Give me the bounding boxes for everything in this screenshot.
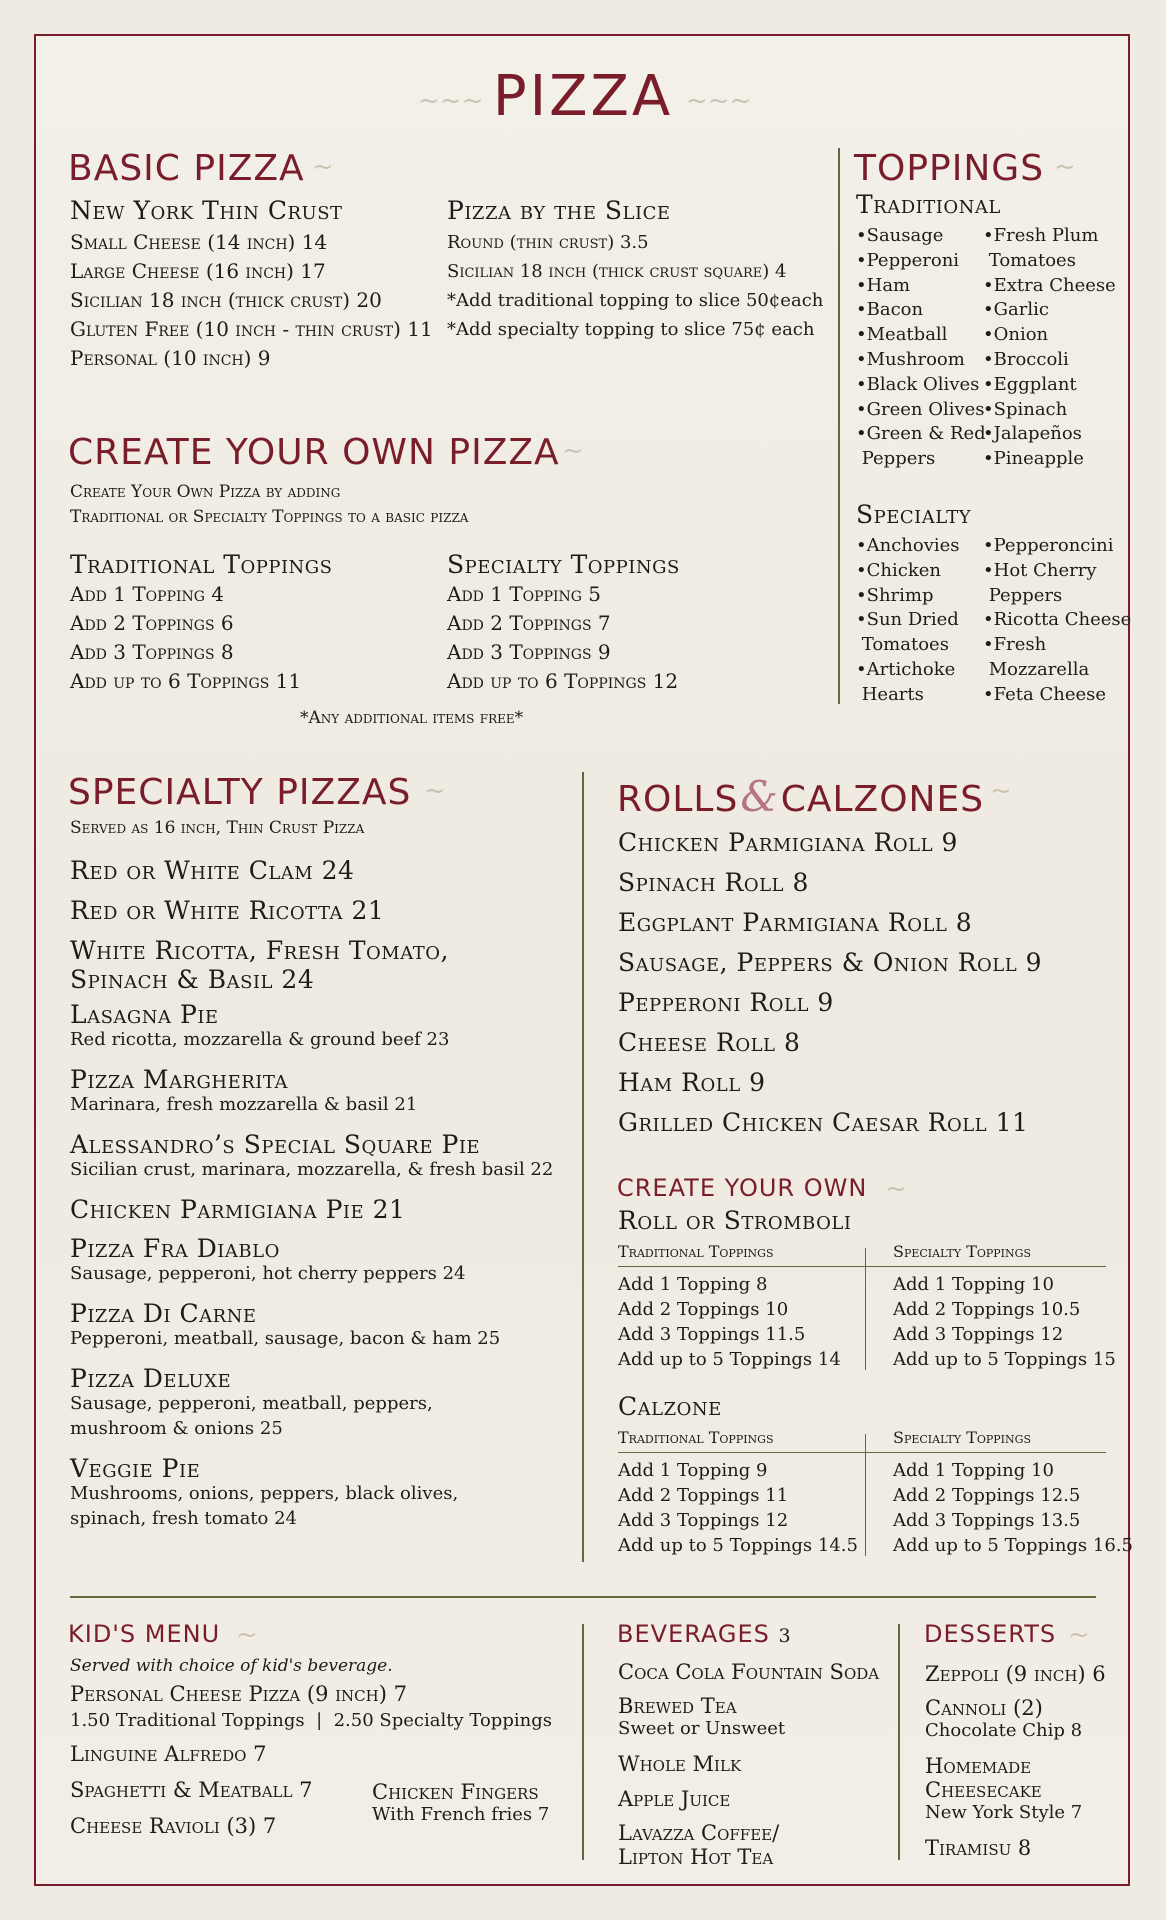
calzone-spec-list (893, 1458, 1133, 1558)
topping-item: Tomatoes (983, 249, 1076, 271)
menu-item: Add up to 6 Toppings 12 (447, 669, 679, 693)
topping-item: •Green Olives (856, 398, 985, 420)
topping-item: •Black Olives (856, 373, 980, 395)
kids-item: Personal Cheese Pizza (9 inch) 7 (70, 1682, 407, 1706)
pizza-desc: mushroom & onions 25 (70, 1418, 283, 1439)
beverage-item: Apple Juice (618, 1787, 731, 1811)
roll-item: Grilled Chicken Caesar Roll 11 (618, 1108, 1029, 1137)
roll-trad-list (618, 1272, 841, 1372)
column-divider (898, 1624, 900, 1860)
calzone-spec-label: Specialty Toppings (893, 1428, 1031, 1447)
pizza-desc: Marinara, fresh mozzarella & basil 21 (70, 1094, 418, 1115)
pizza-desc: Sicilian crust, marinara, mozzarella, & fresh basil 22 (70, 1159, 554, 1180)
menu-item: Gluten Free (10 inch - thin crust) 11 (70, 317, 433, 341)
price-item: Add 1 Topping 10 (893, 1274, 1054, 1295)
flourish-ornament: ~~~ (686, 86, 752, 116)
pizza-name: Red or White Ricotta 21 (70, 896, 385, 925)
pizza-desc: Red ricotta, mozzarella & ground beef 23 (70, 1029, 450, 1050)
topping-item: Peppers (856, 448, 936, 470)
menu-item: Add up to 6 Toppings 11 (70, 669, 302, 693)
rolls-calzones-heading (617, 772, 984, 821)
specialty-list (70, 856, 570, 1533)
price-item: Add 1 Topping 9 (618, 1460, 768, 1481)
desserts-heading: DESSERTS (924, 1620, 1057, 1648)
pizza-name: Red or White Clam 24 (70, 856, 355, 885)
beverages-title: BEVERAGES (617, 1620, 770, 1648)
price-item: Add 2 Toppings 12.5 (893, 1485, 1081, 1506)
new-york-thin-crust-title: New York Thin Crust (70, 196, 343, 225)
topping-item: •Fresh Plum (983, 225, 1099, 246)
flourish-ornament: ~ (1054, 152, 1076, 182)
topping-item: •Pepperoni (856, 249, 960, 271)
topping-item: •Broccoli (983, 348, 1069, 370)
create-your-own-heading: CREATE YOUR OWN PIZZA (68, 432, 560, 473)
menu-item: Add 3 Toppings 9 (447, 640, 611, 664)
flourish-ornament: ~ (424, 776, 446, 806)
topping-item: •Sausage (856, 225, 944, 246)
dessert-item: Cannoli (2) (925, 1696, 1043, 1720)
menu-item: Add 1 Topping 5 (447, 582, 602, 606)
topping-item: •Onion (983, 324, 1049, 346)
dessert-item: Zeppoli (9 inch) 6 (925, 1662, 1106, 1686)
pizza-desc: spinach, fresh tomato 24 (70, 1508, 297, 1529)
specialty-pizzas-heading: SPECIALTY PIZZAS (68, 772, 412, 813)
toppings-trad-right (983, 224, 1116, 472)
toppings-spec-title: Specialty (856, 500, 972, 529)
beverage-item: Lipton Hot Tea (618, 1845, 774, 1869)
menu-item: Add 2 Toppings 6 (70, 611, 234, 635)
roll-item: Eggplant Parmigiana Roll 8 (618, 908, 973, 937)
topping-item: •Hot Cherry (983, 559, 1097, 581)
flourish-ornament: ~ (990, 776, 1012, 806)
toppings-heading: TOPPINGS (854, 148, 1045, 189)
beverages-list (618, 1660, 879, 1869)
topping-item: •Feta Cheese (983, 683, 1107, 705)
toppings-spec-right (983, 534, 1131, 708)
price-item: Add 2 Toppings 11 (618, 1485, 789, 1506)
topping-item: •Chicken (856, 559, 941, 581)
price-item: Add 2 Toppings 10.5 (893, 1299, 1081, 1320)
roll-item: Pepperoni Roll 9 (618, 988, 834, 1017)
topping-item: •Bacon (856, 299, 924, 321)
beverages-heading (617, 1620, 792, 1648)
roll-trad-label: Traditional Toppings (618, 1242, 774, 1261)
toppings-trad-title: Traditional (856, 190, 1001, 219)
kids-note: Served with choice of kid's beverage. (70, 1656, 393, 1676)
kids-item: Cheese Ravioli (3) 7 (70, 1814, 277, 1838)
topping-item: •Fresh (983, 634, 1047, 656)
topping-item: •Mushroom (856, 348, 965, 370)
dessert-item-sub: Chocolate Chip 8 (925, 1720, 1083, 1741)
roll-spec-label: Specialty Toppings (893, 1242, 1031, 1261)
section-rule (70, 1596, 1096, 1598)
topping-item: •Pineapple (983, 448, 1084, 470)
topping-item: •Sun Dried (856, 609, 959, 631)
rolls-list (618, 828, 1042, 1148)
flourish-ornament: ~ (885, 1174, 907, 1204)
price-item: Add up to 5 Toppings 15 (893, 1349, 1116, 1370)
pizza-name: Pizza Fra Diablo (70, 1234, 280, 1263)
topping-item: Peppers (983, 584, 1063, 606)
roll-item: Sausage, Peppers & Onion Roll 9 (618, 948, 1043, 977)
topping-item: •Ricotta Cheese (983, 609, 1132, 631)
create-your-own-roll-heading: CREATE YOUR OWN (617, 1174, 868, 1202)
create-trad-title: Traditional Toppings (70, 550, 333, 579)
pizza-name: Spinach & Basil 24 (70, 965, 315, 994)
price-item: Add 3 Toppings 12 (893, 1324, 1064, 1345)
pizza-name: White Ricotta, Fresh Tomato, (70, 936, 449, 965)
calzone-trad-label: Traditional Toppings (618, 1428, 774, 1447)
pizza-name: Lasagna Pie (70, 1000, 219, 1029)
price-item: Add 3 Toppings 11.5 (618, 1324, 806, 1345)
pizza-name: Pizza Deluxe (70, 1364, 232, 1393)
calzone-title: Calzone (618, 1392, 722, 1421)
create-desc-line: Create Your Own Pizza by adding (70, 482, 341, 502)
pizza-desc: Sausage, pepperoni, hot cherry peppers 24 (70, 1263, 466, 1284)
price-item: Add 3 Toppings 12 (618, 1510, 789, 1531)
topping-item: Tomatoes (856, 634, 949, 656)
pizza-desc: Pepperoni, meatball, sausage, bacon & ham 25 (70, 1328, 501, 1349)
price-item: Add 3 Toppings 13.5 (893, 1510, 1081, 1531)
topping-item: •Extra Cheese (983, 274, 1116, 296)
pizza-name: Chicken Parmigiana Pie 21 (70, 1195, 406, 1224)
kids-menu-heading: KID'S MENU (68, 1620, 221, 1648)
topping-item: •Anchovies (856, 535, 960, 556)
roll-item: Spinach Roll 8 (618, 868, 809, 897)
price-item: Add up to 5 Toppings 16.5 (893, 1535, 1133, 1556)
roll-item: Chicken Parmigiana Roll 9 (618, 828, 958, 857)
dessert-item-sub: New York Style 7 (925, 1802, 1083, 1823)
beverage-item: Coca Cola Fountain Soda (618, 1660, 880, 1684)
flourish-ornament: ~ (236, 1620, 258, 1650)
basic-col1-title (70, 196, 343, 225)
toppings-divider (838, 148, 840, 704)
flourish-ornament: ~~~ (418, 86, 484, 116)
pizza-name: Veggie Pie (70, 1454, 201, 1483)
dessert-item: Homemade (925, 1754, 1032, 1778)
topping-item: •Pepperoncini (983, 535, 1114, 556)
pizza-desc: Mushrooms, onions, peppers, black olives, (70, 1483, 459, 1504)
calzone-trad-list (618, 1458, 858, 1558)
basic-col2-list (447, 228, 823, 344)
topping-item: •Shrimp (856, 584, 934, 606)
beverage-item-sub: Sweet or Unsweet (618, 1718, 786, 1739)
topping-item: •Artichoke (856, 658, 956, 680)
beverage-item: Brewed Tea (618, 1694, 737, 1718)
menu-note: *Add specialty topping to slice 75¢ each (447, 319, 815, 340)
topping-item: •Green & Red (856, 423, 986, 445)
create-desc (70, 480, 468, 530)
basic-pizza-heading: BASIC PIZZA (68, 148, 305, 189)
topping-item: •Meatball (856, 324, 948, 346)
calzones-heading: CALZONES (780, 779, 985, 820)
roll-table-divider (865, 1248, 866, 1370)
menu-item: Round (thin crust) 3.5 (447, 232, 649, 253)
page-title: PIZZA (492, 64, 674, 129)
flourish-ornament: ~ (1068, 1620, 1090, 1650)
menu-item: Personal (10 inch) 9 (70, 346, 271, 370)
column-divider (582, 1624, 584, 1860)
dessert-item: Cheesecake (925, 1778, 1042, 1802)
calzone-table-rule (618, 1452, 1106, 1453)
roll-item: Ham Roll 9 (618, 1068, 766, 1097)
topping-item: Mozzarella (983, 658, 1090, 680)
menu-item: Sicilian 18 inch (thick crust square) 4 (447, 261, 787, 282)
pizza-name: Alessandro’s Special Square Pie (70, 1130, 481, 1159)
menu-item: Add 1 Topping 4 (70, 582, 225, 606)
kids-item-sub: 1.50 Traditional Toppings | 2.50 Specialty Toppings (70, 1710, 552, 1731)
create-trad-list (70, 580, 301, 696)
create-desc-line: Traditional or Specialty Toppings to a basic pizza (70, 507, 469, 527)
menu-item: Sicilian 18 inch (thick crust) 20 (70, 288, 382, 312)
create-spec-title: Specialty Toppings (447, 550, 680, 579)
price-item: Add 1 Topping 8 (618, 1274, 768, 1295)
roll-item: Cheese Roll 8 (618, 1028, 801, 1057)
beverage-item: Lavazza Coffee/ (618, 1821, 780, 1845)
beverage-item: Whole Milk (618, 1752, 742, 1776)
topping-item: •Spinach (983, 398, 1068, 420)
topping-item: Hearts (856, 683, 924, 705)
rolls-heading: ROLLS (617, 779, 739, 820)
kids-item: Chicken Fingers (372, 1780, 539, 1804)
create-spec-list (447, 580, 678, 696)
kids-item-sub: With French fries 7 (372, 1804, 550, 1825)
toppings-trad-left (856, 224, 986, 472)
basic-col1-list (70, 228, 433, 373)
menu-item: Add 3 Toppings 8 (70, 640, 234, 664)
topping-item: •Garlic (983, 299, 1049, 321)
kids-item: Spaghetti & Meatball 7 (70, 1778, 313, 1802)
calzone-table-divider (865, 1434, 866, 1556)
menu-note: *Add traditional topping to slice 50¢each (447, 290, 824, 311)
pizza-desc: Sausage, pepperoni, meatball, peppers, (70, 1393, 433, 1414)
kids-item: Linguine Alfredo 7 (70, 1742, 267, 1766)
pizza-name: Pizza Margherita (70, 1065, 288, 1094)
price-item: Add 2 Toppings 10 (618, 1299, 789, 1320)
flourish-ornament: ~ (312, 152, 334, 182)
price-item: Add 1 Topping 10 (893, 1460, 1054, 1481)
desserts-list (925, 1662, 1106, 1860)
create-note: *Any additional items free* (300, 708, 524, 728)
pizza-name: Pizza Di Carne (70, 1299, 257, 1328)
roll-spec-list (893, 1272, 1116, 1372)
roll-stromboli-title: Roll or Stromboli (618, 1206, 852, 1235)
topping-item: •Eggplant (983, 373, 1077, 395)
column-divider (582, 772, 584, 1562)
price-item: Add up to 5 Toppings 14 (618, 1349, 841, 1370)
specialty-sub: Served as 16 inch, Thin Crust Pizza (70, 818, 365, 838)
roll-table-rule (618, 1266, 1106, 1267)
beverages-price: 3 (778, 1625, 792, 1647)
toppings-spec-left (856, 534, 960, 708)
menu-item: Large Cheese (16 inch) 17 (70, 259, 326, 283)
slice-title: Pizza by the Slice (447, 196, 671, 225)
topping-item: •Jalapeños (983, 423, 1082, 445)
topping-item: •Ham (856, 274, 911, 296)
flourish-ornament: ~ (562, 436, 584, 466)
menu-item: Small Cheese (14 inch) 14 (70, 230, 328, 254)
dessert-item: Tiramisu 8 (925, 1836, 1032, 1860)
ampersand: & (740, 772, 779, 821)
price-item: Add up to 5 Toppings 14.5 (618, 1535, 858, 1556)
menu-item: Add 2 Toppings 7 (447, 611, 611, 635)
